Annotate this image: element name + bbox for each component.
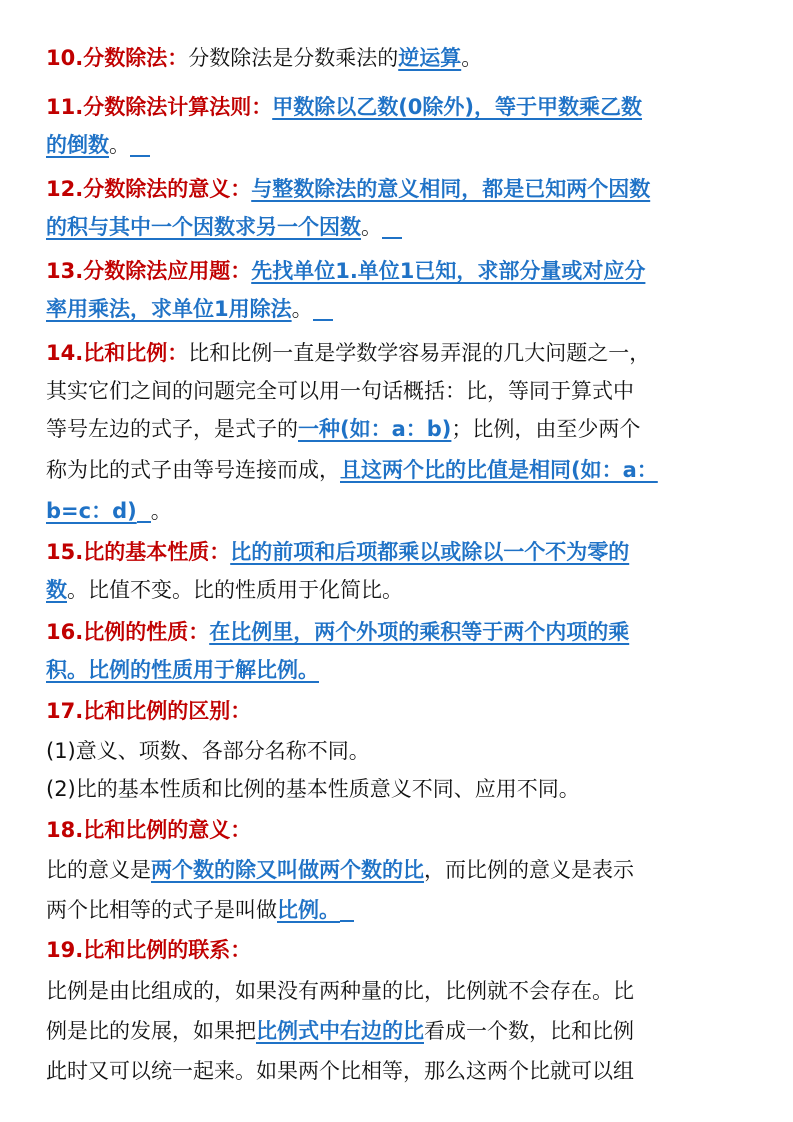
item-12-line-2 [46, 213, 402, 241]
item-14-line-3 [46, 415, 640, 443]
item-heading: 11.分数除法计算法则： [46, 95, 273, 119]
item-heading: 13.分数除法应用题： [46, 259, 252, 283]
underline-tail [382, 237, 402, 239]
item-text: 看成一个数，比和比例 [424, 1019, 634, 1043]
underlined-key-text: 比的前项和后项都乘以或除以一个不为零的 [230, 540, 630, 564]
item-18-line-2 [46, 896, 354, 924]
item-heading: 19.比和比例的联系： [46, 938, 252, 962]
item-10 [46, 44, 482, 72]
item-text: 。 [361, 215, 382, 239]
item-text: 。 [150, 499, 172, 523]
item-19-line-3 [46, 1057, 634, 1085]
item-14-line-2 [46, 377, 634, 405]
item-heading: 18.比和比例的意义： [46, 818, 252, 842]
item-11-line-1 [46, 93, 642, 121]
item-19-line-1 [46, 977, 634, 1005]
item-11-line-2 [46, 131, 150, 159]
item-18-line-1 [46, 856, 634, 884]
item-15-line-2 [46, 576, 403, 604]
item-heading: 14.比和比例： [46, 341, 189, 365]
underlined-key-text: 甲数除以乙数(0除外)，等于甲数乘乙数 [272, 95, 643, 119]
item-19-line-2 [46, 1017, 634, 1045]
item-15-line-1 [46, 538, 629, 566]
item-17-point-1 [46, 737, 370, 765]
item-text: 比的意义是 [46, 858, 151, 882]
item-text: (1)意义、项数、各部分名称不同。 [46, 739, 370, 763]
item-heading: 16.比例的性质： [46, 620, 210, 644]
underlined-key-text: 的积与其中一个因数求另一个因数 [46, 215, 361, 239]
item-13-line-2 [46, 295, 333, 323]
item-text: ；比例，由至少两个 [451, 417, 641, 441]
item-17-heading-line [46, 697, 251, 725]
underlined-key-text: 两个数的除又叫做两个数的比 [151, 858, 424, 882]
item-text: 。比值不变。比的性质用于化简比。 [67, 578, 403, 602]
item-text: 两个比相等的式子是叫做 [46, 898, 277, 922]
item-13-line-1 [46, 257, 645, 285]
underlined-key-text: 数 [46, 578, 67, 602]
underlined-key-text: b=c：d) [46, 499, 137, 523]
item-text: 比例是由比组成的，如果没有两种量的比，比例就不会存在。比 [46, 979, 634, 1003]
item-heading: 17.比和比例的区别： [46, 699, 252, 723]
underline-tail [340, 920, 354, 922]
item-12-line-1 [46, 175, 650, 203]
underline-tail [130, 155, 150, 157]
item-heading: 12.分数除法的意义： [46, 177, 252, 201]
item-text: (2)比的基本性质和比例的基本性质意义不同、应用不同。 [46, 777, 580, 801]
item-17-point-2 [46, 775, 580, 803]
item-text: 。 [291, 297, 313, 321]
item-text: 例是比的发展，如果把 [46, 1019, 256, 1043]
underlined-key-text: 积。比例的性质用于解比例。 [46, 658, 319, 682]
item-14-line-4 [46, 456, 658, 484]
underline-tail [137, 521, 151, 523]
item-text: 此时又可以统一起来。如果两个比相等，那么这两个比就可以组 [46, 1059, 634, 1083]
underlined-key-text: 率用乘法，求单位1用除法 [46, 297, 292, 321]
item-19-heading-line [46, 936, 251, 964]
item-text: 其实它们之间的问题完全可以用一句话概括：比，等同于算式中 [46, 379, 634, 403]
item-text: 称为比的式子由等号连接而成， [46, 458, 340, 482]
underlined-key-text: 一种(如：a：b) [298, 417, 452, 441]
underlined-key-text: 逆运算 [398, 46, 462, 70]
item-text: 。 [109, 133, 130, 157]
underlined-key-text: 比例式中右边的比 [256, 1019, 424, 1043]
item-heading: 10.分数除法： [46, 46, 189, 70]
item-14-line-5 [46, 497, 172, 525]
underlined-key-text: 比例。 [277, 898, 340, 922]
item-18-heading-line [46, 816, 251, 844]
item-heading: 15.比的基本性质： [46, 540, 231, 564]
underlined-key-text: 先找单位1.单位1已知，求部分量或对应分 [251, 259, 646, 283]
item-text: 。 [461, 46, 483, 70]
underlined-key-text: 与整数除法的意义相同，都是已知两个因数 [251, 177, 651, 201]
underlined-key-text: 在比例里，两个外项的乘积等于两个内项的乘 [209, 620, 630, 644]
item-text: ，而比例的意义是表示 [424, 858, 634, 882]
item-text: 等号左边的式子，是式子的 [46, 417, 298, 441]
item-16-line-1 [46, 618, 629, 646]
item-16-line-2 [46, 656, 319, 684]
underlined-key-text: 且这两个比的比值是相同(如：a： [340, 458, 658, 482]
item-text: 比和比例一直是学数学容易弄混的几大问题之一， [188, 341, 651, 365]
underlined-key-text: 的倒数 [46, 133, 109, 157]
item-text: 分数除法是分数乘法的 [188, 46, 399, 70]
underline-tail [313, 319, 333, 321]
item-14-line-1 [46, 339, 650, 367]
